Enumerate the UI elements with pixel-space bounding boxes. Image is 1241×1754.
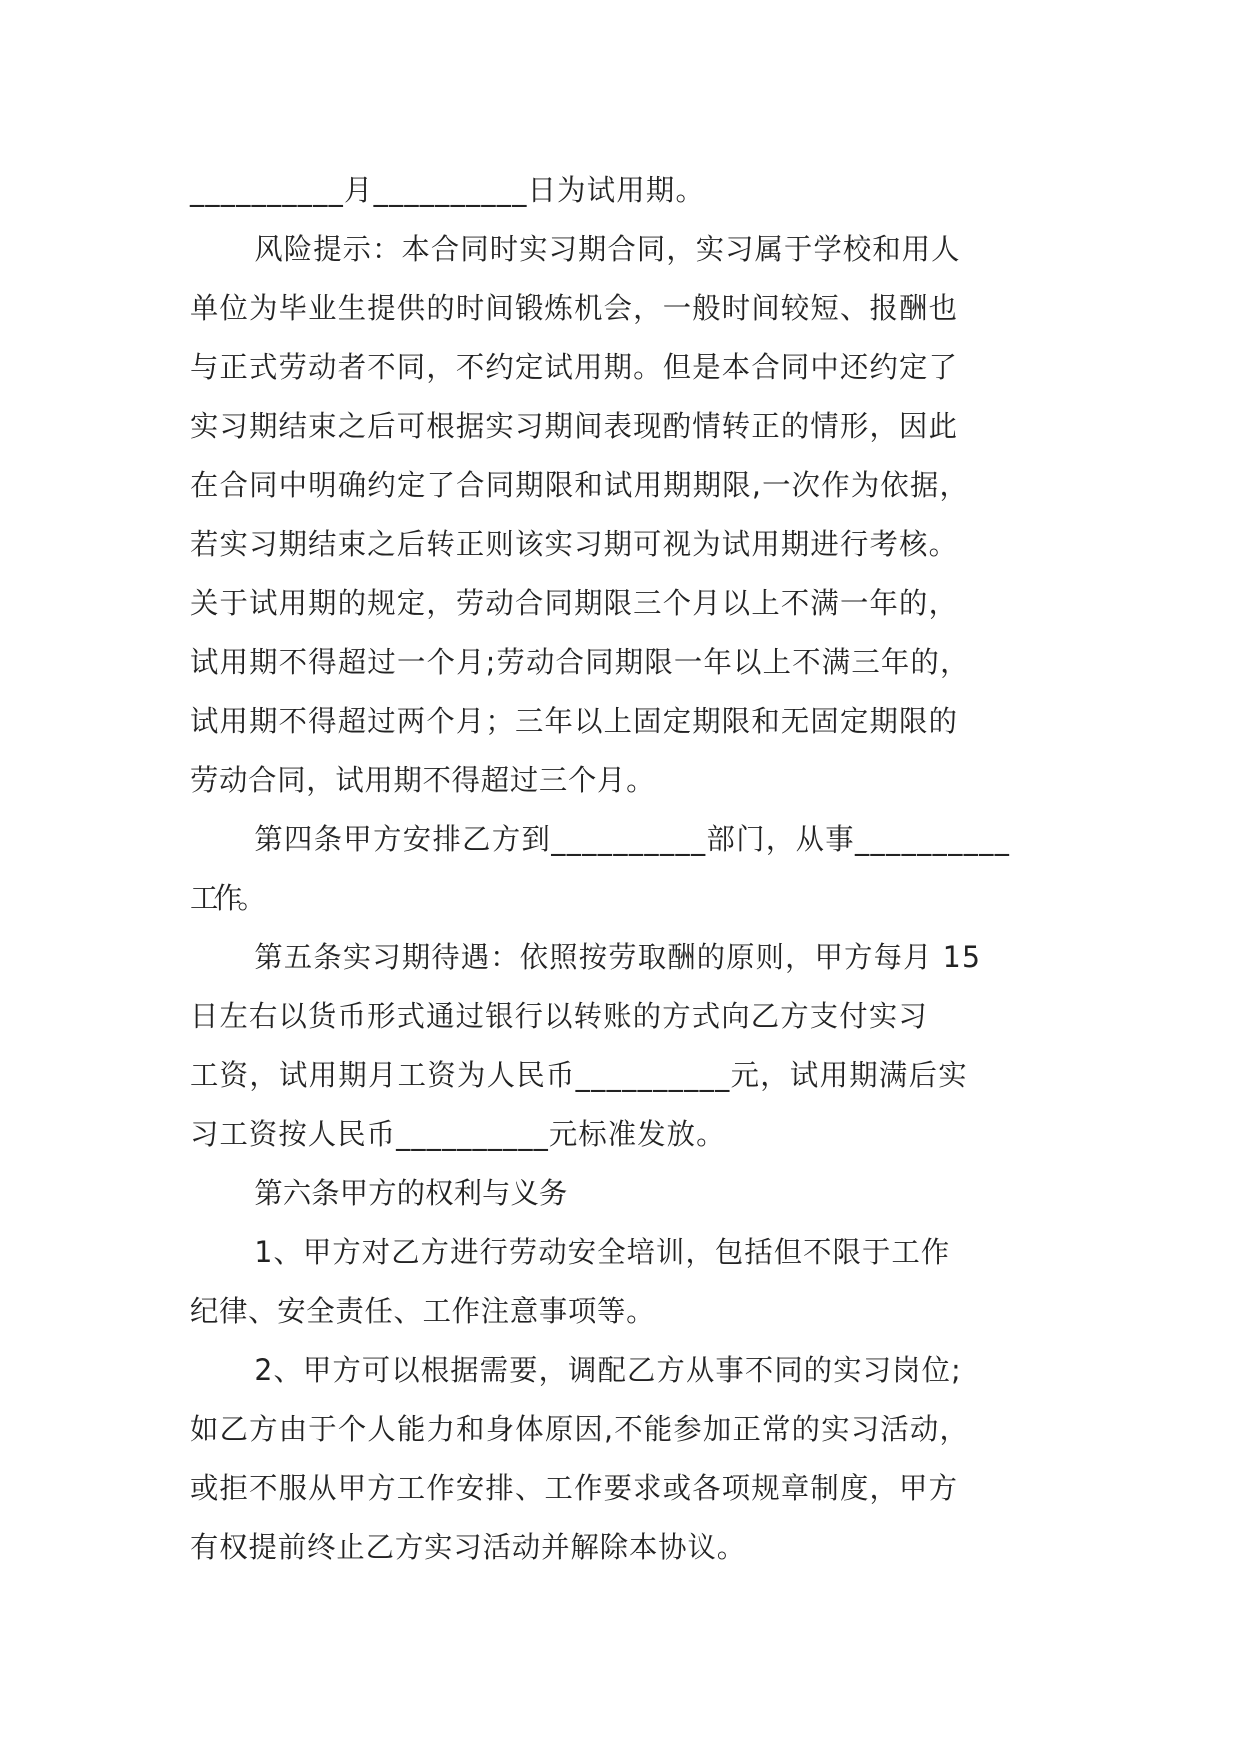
document-text-line: 或拒不服从甲方工作安排、工作要求或各项规章制度，甲方 bbox=[190, 1471, 959, 1505]
document-text-line: 工资，试用期月工资为人民币__________元，试用期满后实 bbox=[190, 1058, 968, 1092]
document-text-line: 试用期不得超过一个月;劳动合同期限一年以上不满三年的， bbox=[190, 645, 970, 679]
document-text-line: 2、甲方可以根据需要，调配乙方从事不同的实习岗位; bbox=[254, 1353, 962, 1387]
document-text-line: 劳动合同，试用期不得超过三个月。 bbox=[190, 763, 656, 797]
document-text-line: 1、甲方对乙方进行劳动安全培训，包括但不限于工作 bbox=[254, 1235, 951, 1269]
document-text-line: 关于试用期的规定，劳动合同期限三个月以上不满一年的， bbox=[190, 586, 959, 620]
document-text-line: 纪律、安全责任、工作注意事项等。 bbox=[190, 1294, 656, 1328]
document-text-line: 日左右以货币形式通过银行以转账的方式向乙方支付实习 bbox=[190, 999, 928, 1033]
document-text-line: 单位为毕业生提供的时间锻炼机会，一般时间较短、报酬也 bbox=[190, 291, 959, 325]
document-text-line: 工作。 bbox=[190, 881, 262, 915]
document-body bbox=[190, 161, 1070, 1577]
document-text-line: 第六条甲方的权利与义务 bbox=[254, 1176, 568, 1210]
document-text-line: 风险提示：本合同时实习期合同，实习属于学校和用人 bbox=[254, 232, 961, 266]
document-text-line: 第四条甲方安排乙方到__________部门，从事__________ bbox=[254, 822, 1011, 856]
document-text-line: 实习期结束之后可根据实习期间表现酌情转正的情形，因此 bbox=[190, 409, 959, 443]
document-text-line: 与正式劳动者不同，不约定试用期。但是本合同中还约定了 bbox=[190, 350, 959, 384]
document-text-line: 第五条实习期待遇：依照按劳取酬的原则，甲方每月 15 bbox=[254, 940, 982, 974]
document-text-line: 有权提前终止乙方实习活动并解除本协议。 bbox=[190, 1530, 747, 1564]
document-text-line: 如乙方由于个人能力和身体原因,不能参加正常的实习活动， bbox=[190, 1412, 970, 1446]
document-text-line: 若实习期结束之后转正则该实习期可视为试用期进行考核。 bbox=[190, 527, 959, 561]
document-text-line: 试用期不得超过两个月；三年以上固定期限和无固定期限的 bbox=[190, 704, 959, 738]
document-text-line: 习工资按人民币__________元标准发放。 bbox=[190, 1117, 726, 1151]
document-text-line: 在合同中明确约定了合同期限和试用期期限,一次作为依据， bbox=[190, 468, 970, 502]
document-text-line: __________月__________日为试用期。 bbox=[190, 173, 706, 207]
